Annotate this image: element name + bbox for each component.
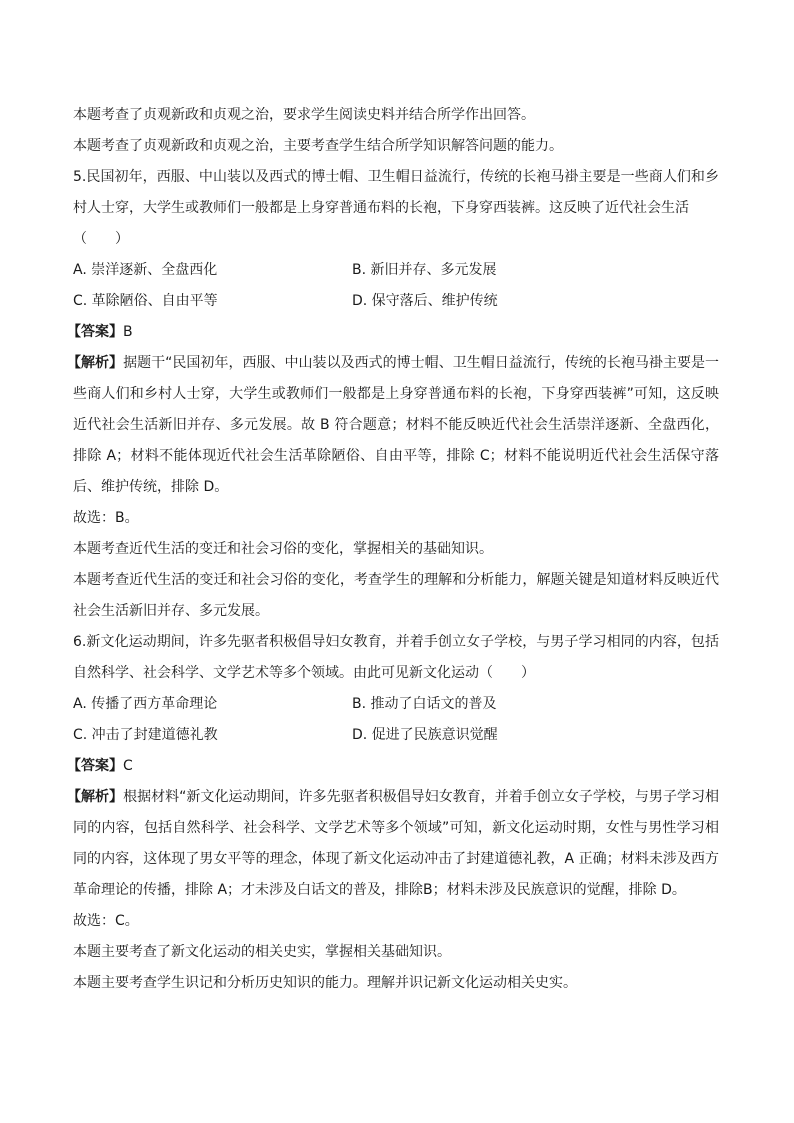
document-page	[67, 100, 719, 999]
question-5-answer	[67, 317, 719, 348]
option-b: B. 推动了白话文的普及	[352, 696, 497, 712]
question-5-options-row-1	[73, 255, 719, 286]
analysis-text: 据题干“民国初年，西服、中山装以及西式的博士帽、卫生帽日益流行，传统的长袍马褂主要是一些商人们和乡村人士穿，大学生或教师们一般都是上身穿普通布料的长袍，下身穿西装裤”可知，这反映近代社会生活新旧并存、多元发展。故 B 符合题意；材料不能反映近代社会生活崇洋逐新、全盘西化，排除 A；材料不能体现近代社会生活革除陋俗、自由平等，排除 C；材料不能说明近代社会生活保守落后、维护传统，排除 D。	[73, 355, 719, 495]
question-6-stem: 6.新文化运动期间，许多先驱者积极倡导妇女教育，并着手创立女子学校，与男子学习相同的内容，包括自然科学、社会科学、文学艺术等多个领域。由此可见新文化运动（ ）	[73, 634, 719, 681]
question-6-note-2: 本题主要考查学生识记和分析历史知识的能力。理解并识记新文化运动相关史实。	[73, 975, 577, 991]
question-5-stem: 5.民国初年，西服、中山装以及西式的博士帽、卫生帽日益流行，传统的长袍马褂主要是一些商人们和乡村人士穿，大学生或教师们一般都是上身穿普通布料的长袍，下身穿西装裤。这反映了近代社会生活	[73, 169, 719, 216]
question-6-choice: 故选：C。	[73, 913, 139, 929]
question-5-note-2: 本题考查近代生活的变迁和社会习俗的变化，考查学生的理解和分析能力，解题关键是知道材料反映近代社会生活新旧并存、多元发展。	[73, 572, 719, 619]
option-d: D. 保守落后、维护传统	[352, 293, 498, 309]
question-6-answer	[67, 751, 719, 782]
question-6-note-1: 本题主要考查了新文化运动的相关史实，掌握相关基础知识。	[73, 944, 451, 960]
answer-blank-paren: （ ）	[73, 231, 129, 247]
question-6-analysis	[67, 782, 719, 906]
question-5-note-1: 本题考查近代生活的变迁和社会习俗的变化，掌握相关的基础知识。	[73, 541, 493, 557]
question-5-options-row-2	[73, 286, 719, 317]
analysis-text: 根据材料“新文化运动期间，许多先驱者积极倡导妇女教育，并着手创立女子学校，与男子学习相同的内容，包括自然科学、社会科学、文学艺术等多个领域”可知，新文化运动时期，女性与男性学习相同的内容，这体现了男女平等的理念，体现了新文化运动冲击了封建道德礼教，A 正确；材料未涉及西方革命理论的传播，排除 A；才未涉及白话文的普及，排除B；材料未涉及民族意识的觉醒，排除 D。	[73, 789, 719, 898]
answer-value: B	[123, 324, 133, 340]
question-5-choice: 故选：B。	[73, 510, 139, 526]
question-5-blank	[73, 224, 719, 255]
question-6-options-row-1	[73, 689, 719, 720]
option-a: A. 传播了西方革命理论	[73, 696, 218, 712]
summary-line-2: 本题考查了贞观新政和贞观之治，主要考查学生结合所学知识解答问题的能力。	[73, 138, 563, 154]
answer-value: C	[123, 758, 133, 774]
option-a: A. 崇洋逐新、全盘西化	[73, 262, 218, 278]
answer-tag: 【答案】	[67, 758, 123, 774]
question-5-analysis	[67, 348, 719, 503]
option-c: C. 冲击了封建道德礼教	[73, 727, 218, 743]
option-b: B. 新旧并存、多元发展	[352, 262, 497, 278]
analysis-tag: 【解析】	[67, 789, 124, 805]
option-d: D. 促进了民族意识觉醒	[352, 727, 498, 743]
option-c: C. 革除陋俗、自由平等	[73, 293, 218, 309]
analysis-tag: 【解析】	[67, 355, 124, 371]
answer-tag: 【答案】	[67, 324, 123, 340]
question-6-options-row-2	[73, 720, 719, 751]
summary-line-1: 本题考查了贞观新政和贞观之治，要求学生阅读史料并结合所学作出回答。	[73, 107, 535, 123]
